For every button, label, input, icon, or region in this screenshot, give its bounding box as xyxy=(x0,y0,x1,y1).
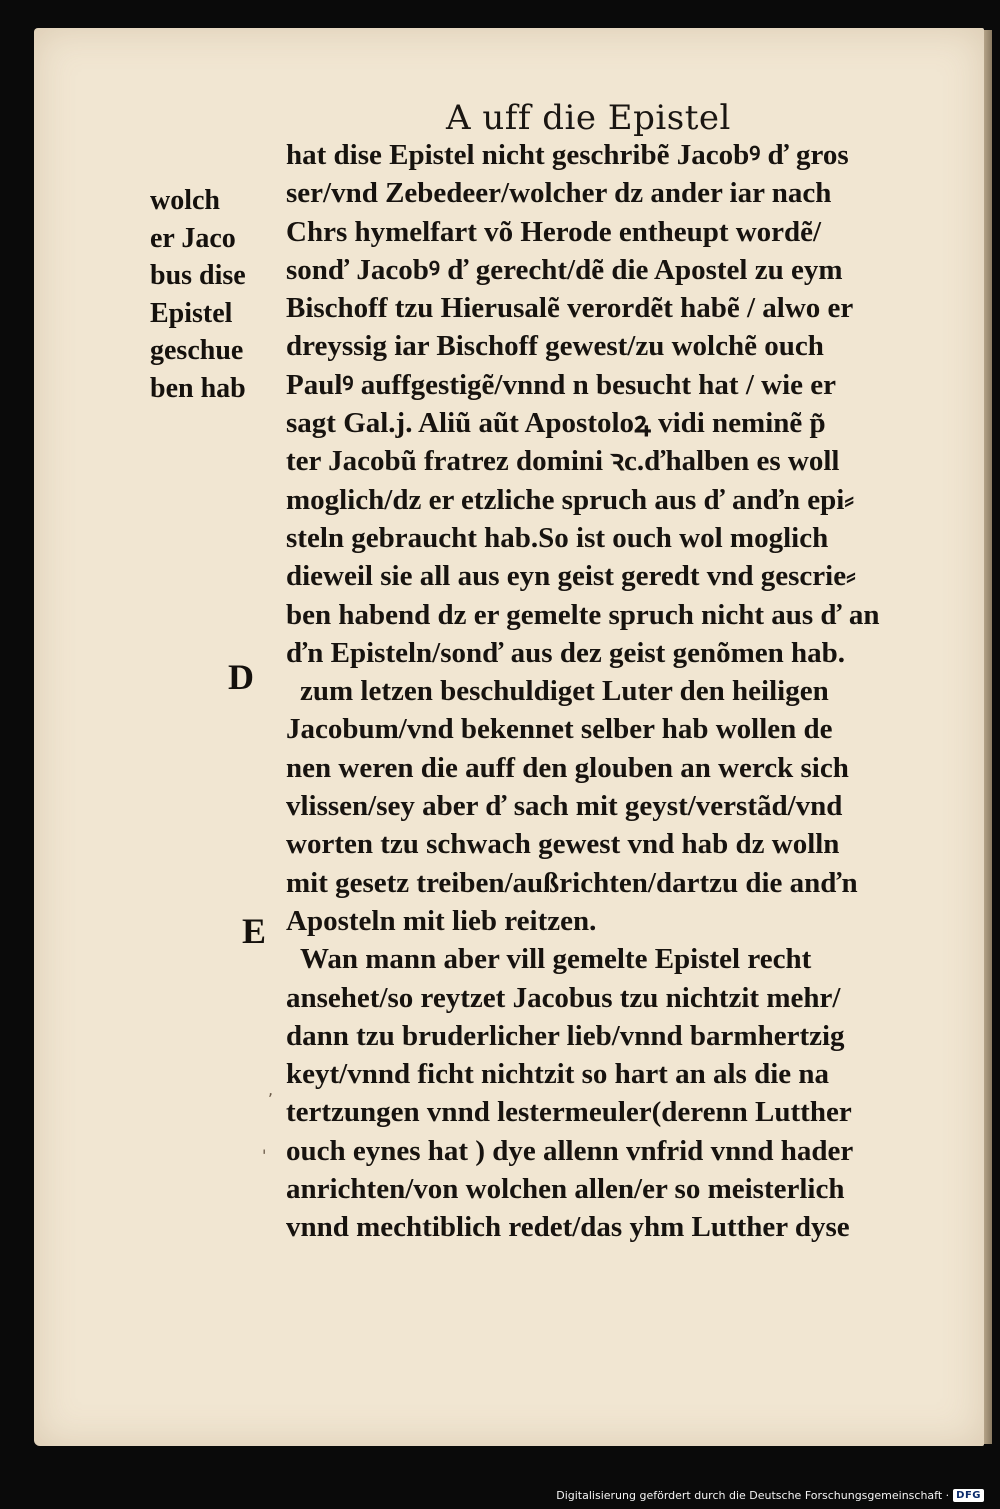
text-line: vnnd mechtiblich redet/das yhm Lutther dyse xyxy=(286,1211,850,1244)
stray-ink-mark: ' xyxy=(262,1146,267,1165)
text-line: ser/vnd Zebedeer/wolcher dz ander iar nach xyxy=(286,177,832,210)
text-line: steln gebraucht hab.So ist ouch wol moglich xyxy=(286,521,829,554)
text-line: nen weren die auff den glouben an werck sich xyxy=(286,751,849,784)
stray-ink-mark: , xyxy=(268,1080,274,1099)
text-line: Chrs hymelfart võ Herode entheupt wordẽ/ xyxy=(286,215,822,248)
text-line: zum letzen beschuldiget Luter den heiligen xyxy=(300,675,829,708)
margin-note-line: wolch xyxy=(150,185,220,216)
text-line: ouch eynes hat ) dye allenn vnfrid vnnd hader xyxy=(286,1134,854,1167)
footer-credit xyxy=(556,1485,984,1505)
text-line: dreyssig iar Bischoff gewest/zu wolchẽ ouch xyxy=(286,330,824,363)
section-initial-e: E xyxy=(242,911,267,951)
text-line: ben habend dz er gemelte spruch nicht aus ď an xyxy=(286,598,880,631)
text-line: anrichten/von wolchen allen/er so meisterlich xyxy=(286,1173,845,1206)
text-line: vlissen/sey aber ď sach mit geyst/verstãd/vnd xyxy=(286,790,843,823)
text-line: moglich/dz er etzliche spruch aus ď anďn epi⸗ xyxy=(286,483,855,516)
text-line: dann tzu bruderlicher lieb/vnnd barmhertzig xyxy=(286,1019,845,1052)
text-line: Aposteln mit lieb reitzen. xyxy=(286,904,597,937)
text-line: ter Jacobũ fratrez domini ꝛc.ďhalben es woll xyxy=(286,445,840,478)
text-line: hat dise Epistel nicht geschribẽ Jacobꝰ ď gros xyxy=(286,139,849,171)
text-line: sagt Gal.j. Aliũ aũt Apostoloꝝ vidi neminẽ p̃ xyxy=(286,407,826,440)
footer-text: Digitalisierung gefördert durch die Deutsche Forschungsgemeinschaft · xyxy=(556,1488,950,1502)
margin-note-line: er Jaco xyxy=(150,222,236,254)
text-line: Bischoff tzu Hierusalẽ verordẽt habẽ / alwo er xyxy=(286,292,854,325)
text-line: mit gesetz treiben/außrichten/dartzu die anďn xyxy=(286,866,858,899)
running-head: A uff die Epistel xyxy=(446,98,731,138)
margin-note-line: bus dise xyxy=(150,260,246,291)
margin-note xyxy=(150,182,268,407)
section-initial-d: D xyxy=(228,657,254,697)
text-line: tertzungen vnnd lestermeuler(derenn Lutther xyxy=(286,1096,852,1129)
body-text xyxy=(286,136,946,1247)
text-line: Jacobum/vnd bekennet selber hab wollen de xyxy=(286,713,833,746)
text-line: Wan mann aber vill gemelte Epistel recht xyxy=(300,943,812,976)
text-line: keyt/vnnd ficht nichtzit so hart an als die na xyxy=(286,1058,829,1091)
text-line: ďn Episteln/sonď aus dez geist genõmen hab. xyxy=(286,636,845,669)
text-line: Paulꝰ auffgestigẽ/vnnd n besucht hat / wie er xyxy=(286,368,837,401)
dfg-logo: DFG xyxy=(953,1489,984,1502)
margin-note-line: geschue xyxy=(150,335,244,366)
text-line: worten tzu schwach gewest vnd hab dz wolln xyxy=(286,828,840,861)
text-line: ansehet/so reytzet Jacobus tzu nichtzit mehr/ xyxy=(286,981,841,1014)
text-line: sonď Jacobꝰ ď gerecht/dẽ die Apostel zu eym xyxy=(286,253,843,286)
margin-note-line: Epistel xyxy=(150,297,233,329)
text-line: dieweil sie all aus eyn geist geredt vnd gescrie⸗ xyxy=(286,560,856,593)
margin-note-line: ben hab xyxy=(150,372,246,404)
